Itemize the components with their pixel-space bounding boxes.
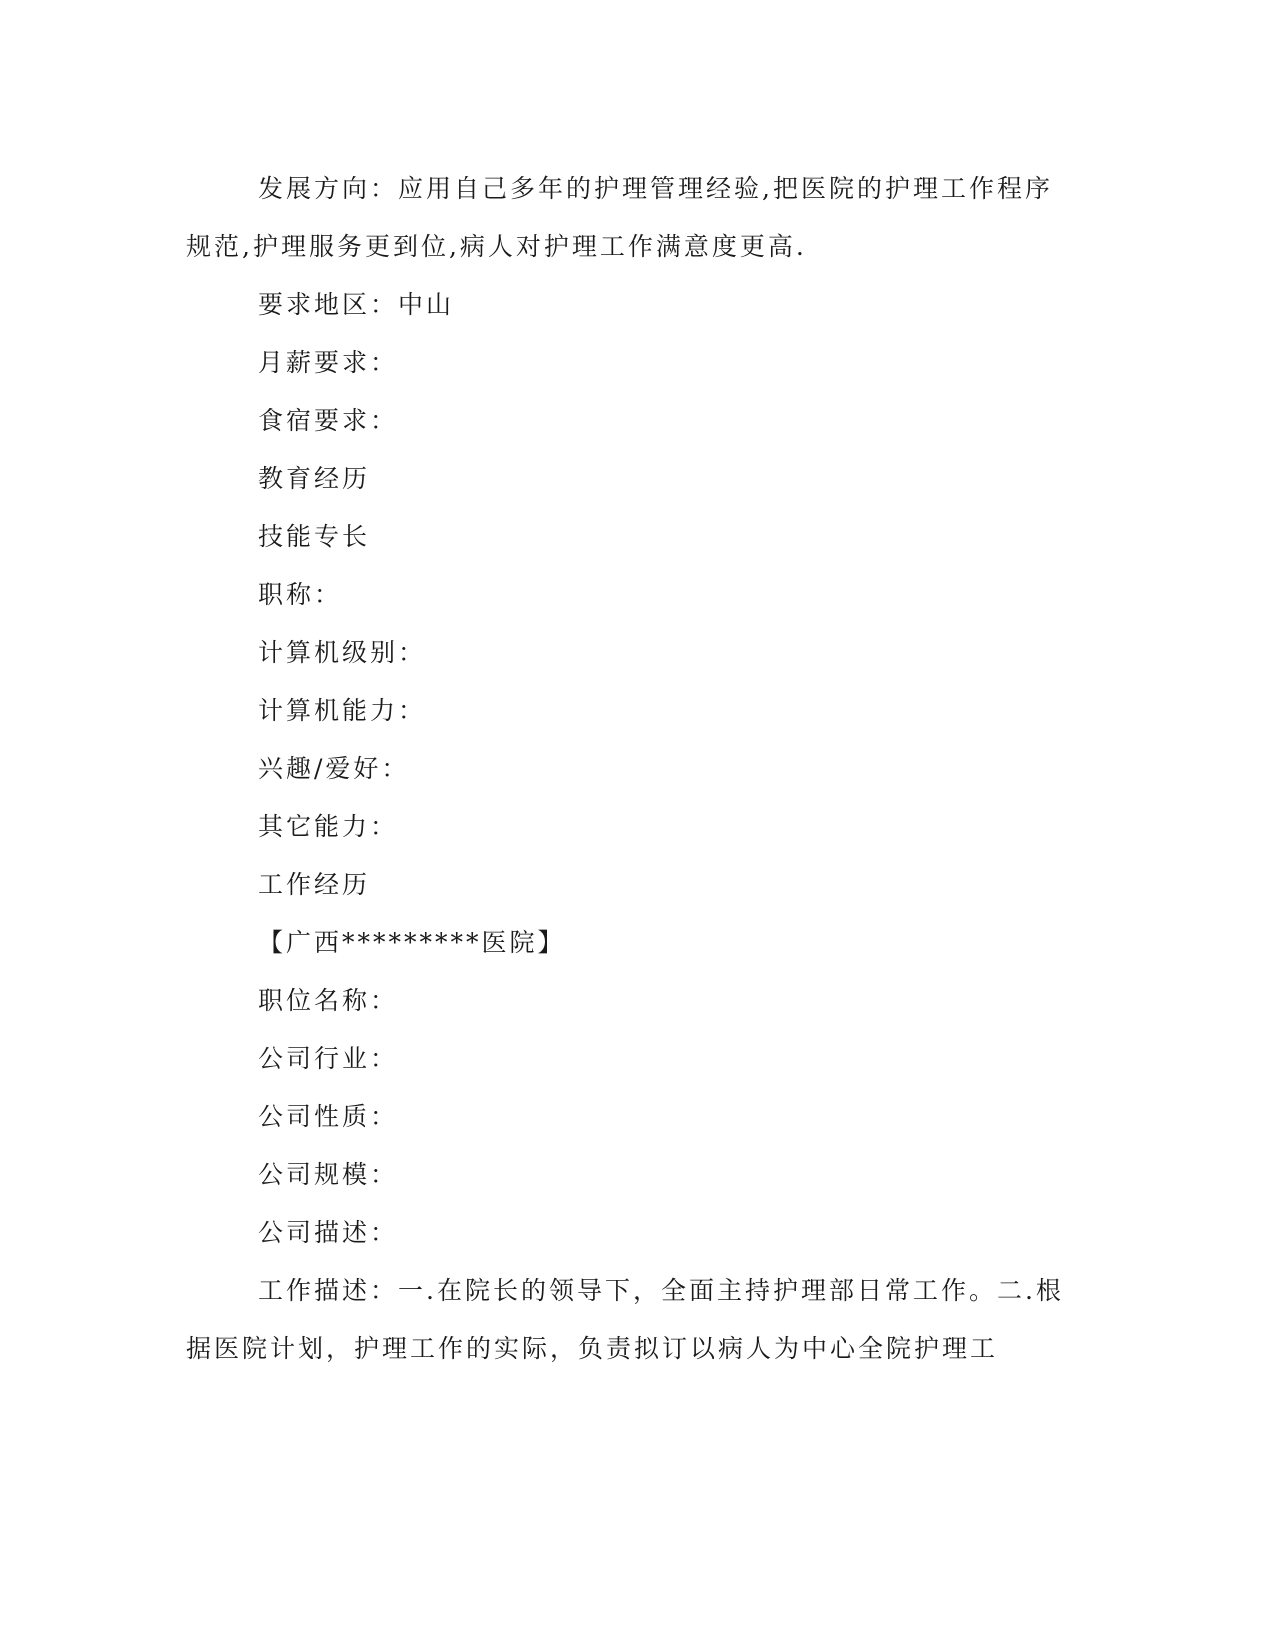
paragraph-salary: 月薪要求： [258, 348, 399, 377]
paragraph-other-ability: 其它能力： [258, 812, 399, 841]
paragraph-employer: 【广西*********医院】 [258, 928, 566, 957]
paragraph-computer-level: 计算机级别： [258, 638, 427, 667]
heading-skills: 技能专长 [258, 522, 371, 551]
paragraph-industry: 公司行业： [258, 1044, 399, 1073]
paragraph-development-direction: 发展方向：应用自己多年的护理管理经验,把医院的护理工作程序规范,护理服务更到位,病人对护理工作满意度更高. [186, 174, 1053, 261]
heading-work-history: 工作经历 [258, 870, 371, 899]
paragraph-company-description: 公司描述： [258, 1218, 399, 1247]
paragraph-company-size: 公司规模： [258, 1160, 399, 1189]
paragraph-position: 职位名称： [258, 986, 399, 1015]
paragraph-computer-ability: 计算机能力： [258, 696, 427, 725]
paragraph-title: 职称： [258, 580, 343, 609]
paragraph-interests: 兴趣/爱好： [258, 754, 410, 783]
heading-education: 教育经历 [258, 464, 371, 493]
paragraph-company-type: 公司性质： [258, 1102, 399, 1131]
document-body [186, 160, 1066, 1378]
paragraph-region: 要求地区：中山 [258, 290, 455, 319]
paragraph-lodging: 食宿要求： [258, 406, 399, 435]
paragraph-job-description: 工作描述：一.在院长的领导下，全面主持护理部日常工作。二.根据医院计划，护理工作的实际，负责拟订以病人为中心全院护理工 [186, 1276, 1064, 1363]
